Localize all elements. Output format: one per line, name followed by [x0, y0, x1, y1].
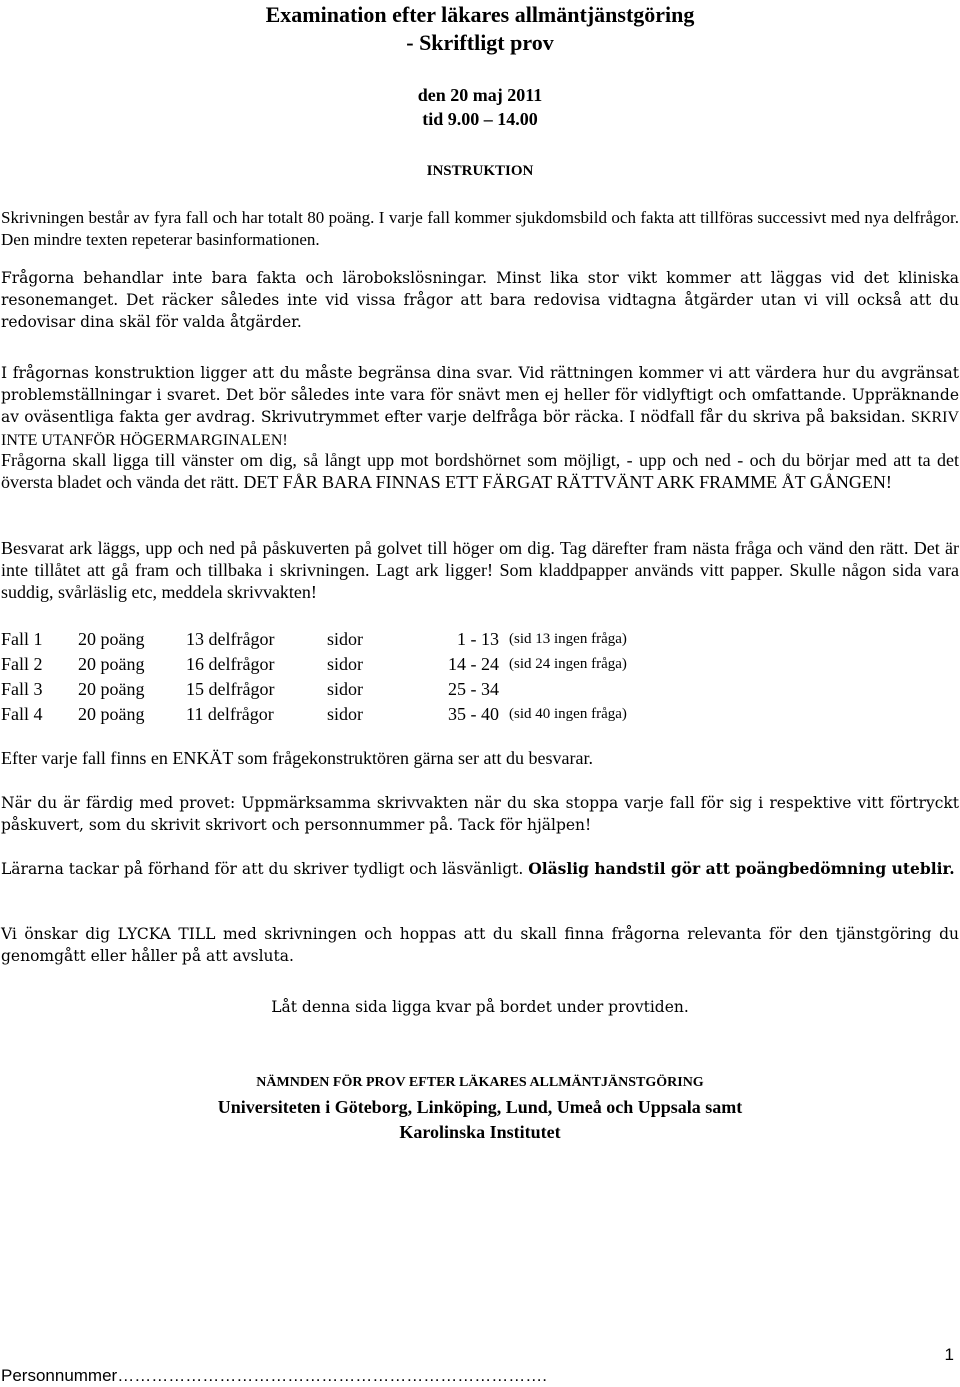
document-title: Examination efter läkares allmäntjänstgöring: [265, 2, 695, 27]
paragraph-rules-text: Frågorna skall ligga till vänster om dig, så långt upp mot bordshörnet som möjligt, - upp och ned - och du börjar med att ta det översta bladet och vända det rätt. DET FÅR BARA FINNAS ETT FÄRGAT RÄTTVÄNT ARK FRAMME ÅT GÅNGEN!: [1, 450, 959, 492]
paragraph-questions-text: Frågorna behandlar inte bara fakta och lärobokslösningar. Minst lika stor vikt kommer att läggas vid det kliniska resonemanget. Det räcker således inte vid vissa frågor att bara redovisa vidtagna åtgärder utan vi vill också att du redovisar dina skäl för valda åtgärder.: [1, 269, 959, 331]
case-pages: 25 - 34: [448, 678, 499, 699]
paragraph-answered: [1, 537, 959, 603]
paragraph-leave-page: Låt denna sida ligga kvar på bordet under provtiden.: [271, 998, 689, 1016]
table-row: [1, 651, 627, 676]
universities-line: Universiteten i Göteborg, Linköping, Lund, Umeå och Uppsala samt: [217, 1097, 743, 1117]
case-subquestions: 11 delfrågor: [186, 703, 274, 724]
case-points: 20 poäng: [78, 703, 145, 724]
handwriting-text: Lärarna tackar på förhand för att du skriver tydligt och läsvänligt.: [1, 860, 524, 878]
case-points: 20 poäng: [78, 678, 145, 699]
institute-line: Karolinska Institutet: [399, 1122, 561, 1142]
cases-table: [1, 626, 627, 726]
case-points: 20 poäng: [78, 653, 145, 674]
case-pages-label: sidor: [327, 703, 363, 724]
table-row: [1, 626, 627, 651]
paragraph-handwriting: [1, 858, 959, 880]
paragraph-intro: [1, 207, 959, 251]
paragraph-answered-text: Besvarat ark läggs, upp och ned på påskuverten på golvet till höger om dig. Tag därefter fram nästa fråga och vänd den rätt. Det är inte tillåtet att gå fram och tillbaka i skrivningen. Lagt ark ligger! Som kladdpapper används vitt papper. Skulle någon sida vara suddig, svårläslig etc, meddela skrivvakten!: [1, 538, 959, 602]
paragraph-construction: [1, 362, 959, 452]
case-points: 20 poäng: [78, 628, 145, 649]
section-heading: INSTRUKTION: [426, 163, 534, 179]
table-row: [1, 676, 627, 701]
case-pages: 35 - 40: [448, 703, 499, 724]
paragraph-good-luck-text: Vi önskar dig LYCKA TILL med skrivningen och hoppas att du skall finna frågorna relevanta för den tjänstgöring du genomgått eller håller på att avsluta.: [1, 925, 959, 965]
case-name: Fall 2: [1, 653, 43, 674]
paragraph-finished: [1, 792, 959, 836]
case-subquestions: 16 delfrågor: [186, 653, 275, 674]
exam-date: den 20 maj 2011: [417, 85, 543, 105]
case-pages: 1 - 13: [457, 628, 499, 649]
table-row: [1, 701, 627, 726]
exam-time: tid 9.00 – 14.00: [422, 109, 538, 129]
document-subtitle: - Skriftligt prov: [406, 30, 554, 55]
paragraph-questions: [1, 267, 959, 333]
paragraph-handwriting-text: [1, 858, 959, 880]
paragraph-rules: [1, 449, 959, 493]
personnummer-field: Personnummer………………………………………………………………….: [1, 1366, 547, 1385]
construction-text: I frågornas konstruktion ligger att du måste begränsa dina svar. Vid rättningen kommer vi att värdera hur du avgränsat problemställningar i svaret. Det bör således inte vara för snävt men ej heller för vidlyftigt och omfattande. Uppräknande av oväsentliga fakta ger avdrag. Skrivutrymmet efter varje delfråga bör räcka. I nödfall får du skriva på baksidan.: [1, 364, 959, 426]
case-subquestions: 15 delfrågor: [186, 678, 275, 699]
case-note: (sid 13 ingen fråga): [509, 630, 627, 647]
case-name: Fall 3: [1, 678, 43, 699]
handwriting-warning: Oläslig handstil gör att poängbedömning uteblir.: [528, 859, 955, 878]
case-name: Fall 4: [1, 703, 43, 724]
case-note: [509, 676, 627, 701]
right-margin-warning: SKRIV INTE UTANFÖR HÖGERMARGINALEN!: [1, 409, 959, 449]
page-number: 1: [944, 1345, 954, 1364]
case-pages-label: sidor: [327, 678, 363, 699]
paragraph-survey-text: Efter varje fall finns en ENKÄT som frågekonstruktören gärna ser att du besvarar.: [1, 748, 593, 768]
paragraph-survey: [1, 747, 959, 769]
case-note: (sid 24 ingen fråga): [509, 655, 627, 672]
case-name: Fall 1: [1, 628, 43, 649]
paragraph-finished-text: När du är färdig med provet: Uppmärksamma skrivvakten när du ska stoppa varje fall för sig i respektive vitt förtryckt påskuvert, som du skrivit skrivort och personnummer på. Tack för hjälpen!: [1, 794, 959, 834]
paragraph-construction-text: [1, 362, 959, 452]
organization-name: NÄMNDEN FÖR PROV EFTER LÄKARES ALLMÄNTJÄNSTGÖRING: [256, 1075, 704, 1090]
paragraph-intro-text: Skrivningen består av fyra fall och har totalt 80 poäng. I varje fall kommer sjukdomsbild och fakta att tillföras successivt med nya delfrågor. Den mindre texten repeterar basinformationen.: [1, 208, 959, 249]
case-pages-label: sidor: [327, 628, 363, 649]
case-subquestions: 13 delfrågor: [186, 628, 275, 649]
case-pages: 14 - 24: [448, 653, 499, 674]
case-note: (sid 40 ingen fråga): [509, 705, 627, 722]
paragraph-good-luck: [1, 923, 959, 967]
case-pages-label: sidor: [327, 653, 363, 674]
